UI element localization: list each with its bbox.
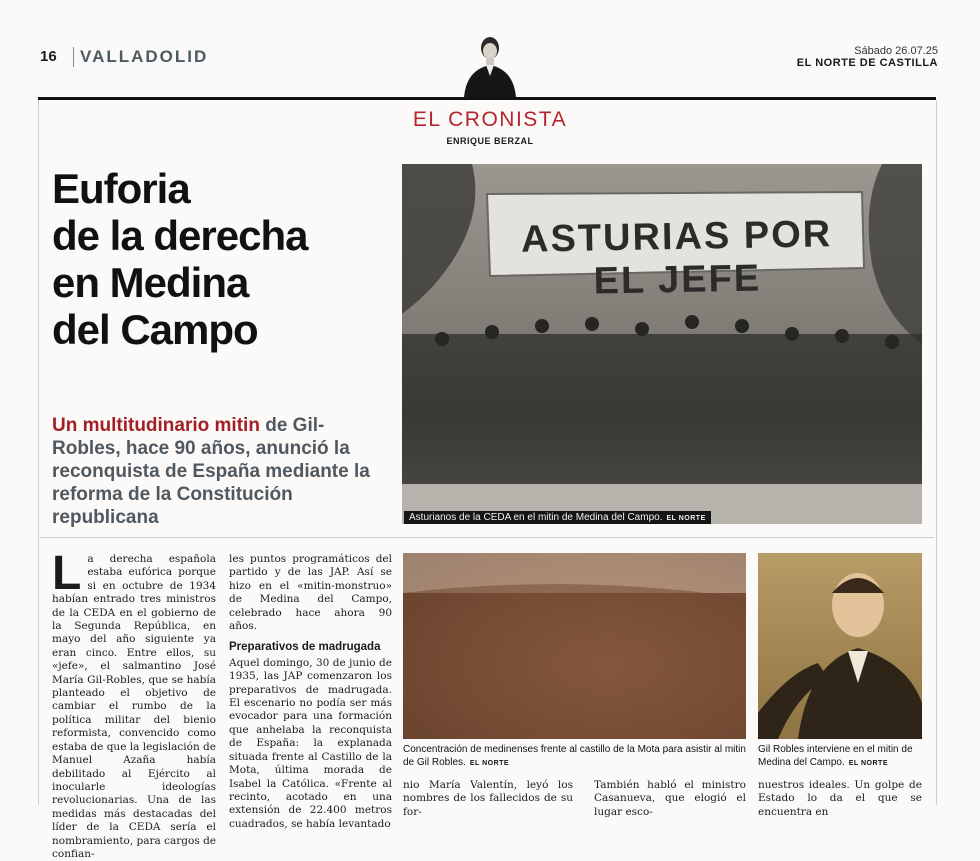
headline-line: en Medina	[52, 259, 249, 306]
headline-line: del Campo	[52, 306, 258, 353]
body-column-4: También habló el ministro Casanueva, que elogió el lugar esco-	[594, 779, 746, 818]
crowd-photo	[403, 553, 746, 739]
photo-credit: EL NORTE	[666, 515, 706, 522]
column-text: Aquel domingo, 30 de junio de 1935, las JAP comenzaron los preparativos de madrugada. El escenario no podía ser más evocador para una formación que anhelaba la reconquista de España: la explanada situada frente al Castillo de la Mota, última morada de Isabel la Católica. «Frente al recinto, acotado en una extensión de 22.400 metros cuadrados, se había levantado	[229, 656, 392, 830]
main-photo-caption	[404, 511, 711, 524]
section-rule	[40, 537, 934, 538]
frame-left	[38, 100, 39, 805]
body-column-2	[229, 553, 392, 831]
subheading: Preparativos de madrugada	[229, 641, 381, 654]
body-column-3: nio María Valentín, leyó los nombres de los fallecidos de su for-	[403, 779, 573, 818]
portrait-photo-caption	[758, 743, 928, 770]
section-name: VALLADOLID	[73, 47, 208, 67]
newspaper-name: EL NORTE DE CASTILLA	[796, 57, 938, 69]
headline-line: Euforia	[52, 165, 190, 212]
headline	[52, 165, 392, 353]
body-column-5: nuestros ideales. Un golpe de Estado lo da el que se encuentra en	[758, 779, 922, 818]
header-rule	[38, 97, 936, 100]
column-title: EL CRONISTA	[412, 108, 568, 131]
subheadline	[52, 414, 392, 529]
drop-cap: L	[52, 547, 82, 600]
banner-text: ASTURIAS POR EL JEFE	[520, 213, 833, 303]
subhead-text: de Gil-Robles, hace 90 años, anunció la reconquista de España mediante la reforma de la Constitución republicana	[52, 415, 370, 528]
caption-text: Concentración de medinenses frente al castillo de la Mota para asistir al mitin de Gil Robles.	[403, 744, 746, 768]
issue-date: Sábado 26.07.25	[854, 45, 938, 57]
caption-text: Gil Robles interviene en el mitin de Medina del Campo.	[758, 744, 913, 768]
frame-right	[936, 100, 937, 805]
photo-credit: EL NORTE	[469, 760, 510, 767]
headline-line: de la derecha	[52, 212, 308, 259]
page-number: 16	[40, 48, 57, 65]
portrait-photo	[758, 553, 922, 739]
column-text: a derecha española estaba eufórica porque si en octubre de 1934 habían entrado tres ministros de la CEDA en el gobierno de la Segunda República, en mayo del año siguiente ya eran cinco. Entre ellos, su «jefe», el salmantino José María Gil-Robles, que se había planteado el objetivo de cambiar el rumbo de la política militar del bienio reformista, convencido como estaba de que la legislación de Manuel Azaña había debilitado al Ejército al inocularle ideologías revolucionarias. Una de las medidas más destacadas del líder de la CEDA sería el nombramiento, para cargos de confian-	[52, 553, 217, 860]
body-column-1	[52, 547, 217, 861]
main-photo	[402, 164, 922, 524]
subhead-highlight: Un multitudinario mitin	[52, 415, 260, 436]
caption-text: Asturianos de la CEDA en el mitin de Medina del Campo.	[409, 512, 663, 523]
column-text: les puntos programáticos del partido y de las JAP. Así se hizo en el «mitin-monstruo» de Medina del Campo, celebrado hace ahora 90 años.	[229, 553, 392, 633]
photo-credit: EL NORTE	[848, 760, 888, 767]
crowd-photo-caption	[403, 743, 746, 770]
columnist-portrait	[460, 32, 520, 98]
author-byline: ENRIQUE BERZAL	[446, 136, 534, 146]
